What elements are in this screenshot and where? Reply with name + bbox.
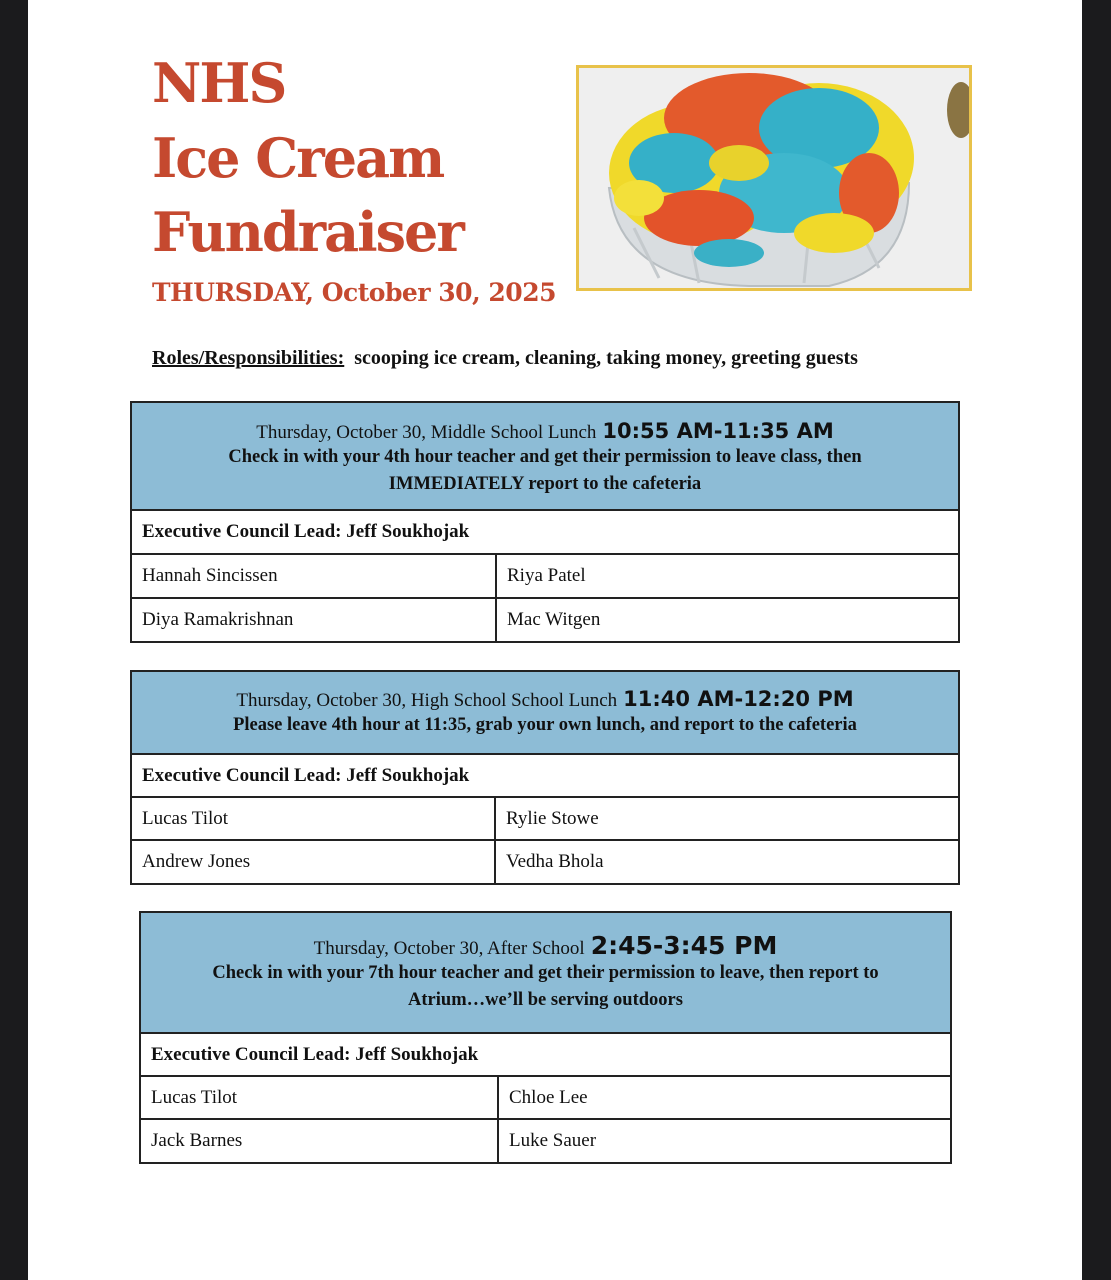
shift-table-high-school (130, 670, 960, 885)
shift-heading: Thursday, October 30, High School School Lunch (236, 690, 618, 711)
shift-table-middle-school (130, 401, 960, 643)
roles-label: Roles/Responsibilities: (152, 347, 345, 369)
volunteer-name: Chloe Lee (497, 1077, 950, 1118)
shift-instructions-cont: Atrium…we’ll be serving outdoors (408, 990, 683, 1010)
shift-time: 11:40 AM-12:20 PM (623, 687, 854, 711)
table-row (141, 1077, 950, 1120)
ice-cream-photo (576, 65, 972, 291)
lead-row (132, 511, 958, 555)
title-line-1: NHS (152, 51, 286, 115)
shift-instructions: Check in with your 7th hour teacher and get their permission to leave, then report to (212, 963, 879, 983)
title-line-3: Fundraiser (152, 200, 463, 264)
table-row (132, 798, 958, 841)
shift-table-after-school (139, 911, 952, 1164)
flyer-page (28, 0, 1082, 1280)
table-row (132, 841, 958, 883)
shift-header (132, 403, 958, 511)
shift-heading: Thursday, October 30, After School (313, 938, 585, 959)
volunteer-name: Diya Ramakrishnan (142, 609, 294, 630)
shift-time: 2:45-3:45 PM (590, 931, 778, 960)
roles-line (152, 347, 858, 370)
table-row (141, 1120, 950, 1162)
event-date: THURSDAY, October 30, 2025 (152, 278, 556, 307)
lead-cell: Executive Council Lead: Jeff Soukhojak (142, 521, 470, 542)
table-row (132, 555, 958, 599)
lead-cell: Executive Council Lead: Jeff Soukhojak (151, 1043, 479, 1065)
volunteer-name: Mac Witgen (495, 599, 958, 641)
ice-cream-image (579, 68, 969, 288)
volunteer-name: Lucas Tilot (151, 1086, 238, 1108)
volunteer-name: Rylie Stowe (494, 798, 958, 839)
lead-row (141, 1034, 950, 1077)
shift-time: 10:55 AM-11:35 AM (602, 419, 834, 443)
lead-row (132, 755, 958, 798)
volunteer-name: Jack Barnes (151, 1130, 243, 1151)
shift-instructions-cont: IMMEDIATELY report to the cafeteria (388, 474, 702, 494)
volunteer-name: Vedha Bhola (494, 841, 958, 883)
shift-instructions: Please leave 4th hour at 11:35, grab your own lunch, and report to the cafeteria (233, 715, 857, 735)
shift-heading: Thursday, October 30, Middle School Lunch (256, 422, 597, 443)
shift-instructions: Check in with your 4th hour teacher and get their permission to leave class, then (228, 447, 862, 467)
shift-header (141, 913, 950, 1034)
volunteer-name: Luke Sauer (497, 1120, 950, 1162)
volunteer-name: Andrew Jones (142, 851, 251, 872)
title-line-2: Ice Cream (152, 126, 444, 190)
volunteer-name: Hannah Sincissen (142, 565, 278, 586)
roles-text: scooping ice cream, cleaning, taking money, greeting guests (354, 347, 858, 369)
volunteer-name: Lucas Tilot (142, 807, 229, 829)
shift-header (132, 672, 958, 755)
table-row (132, 599, 958, 641)
lead-cell: Executive Council Lead: Jeff Soukhojak (142, 764, 470, 786)
volunteer-name: Riya Patel (495, 555, 958, 597)
